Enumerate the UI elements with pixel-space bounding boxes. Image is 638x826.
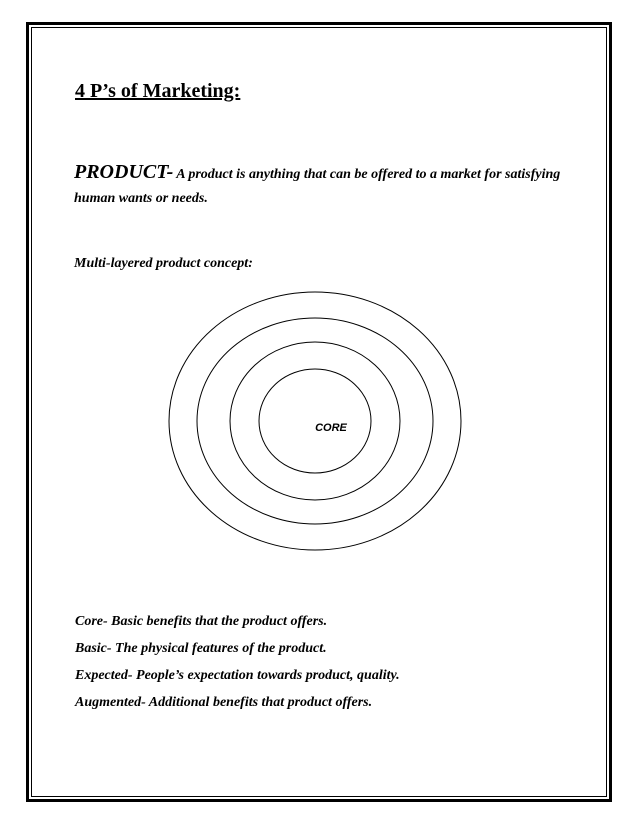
product-definition-text: A product is anything that can be offered to a market for satisfying human wants or needs. [74, 167, 561, 206]
page-heading: 4 P’s of Marketing: [75, 80, 241, 102]
augmented-layer-ring [169, 292, 461, 550]
expected-layer-ring [197, 318, 433, 524]
basic-layer-ring [230, 342, 400, 500]
core-label: CORE [315, 422, 347, 434]
augmented-definition: Augmented- Additional benefits that product offers. [75, 695, 373, 710]
concept-label: Multi-layered product concept: [74, 256, 253, 271]
basic-definition: Basic- The physical features of the product. [75, 641, 327, 656]
layer-definitions-list [75, 612, 400, 720]
core-layer-ring [259, 369, 371, 473]
core-definition: Core- Basic benefits that the product offers. [75, 614, 328, 629]
expected-definition: Expected- People’s expectation towards product, quality. [75, 668, 400, 683]
layered-product-diagram [160, 290, 480, 560]
product-definition-paragraph [74, 160, 564, 211]
product-term: PRODUCT- [74, 161, 174, 183]
